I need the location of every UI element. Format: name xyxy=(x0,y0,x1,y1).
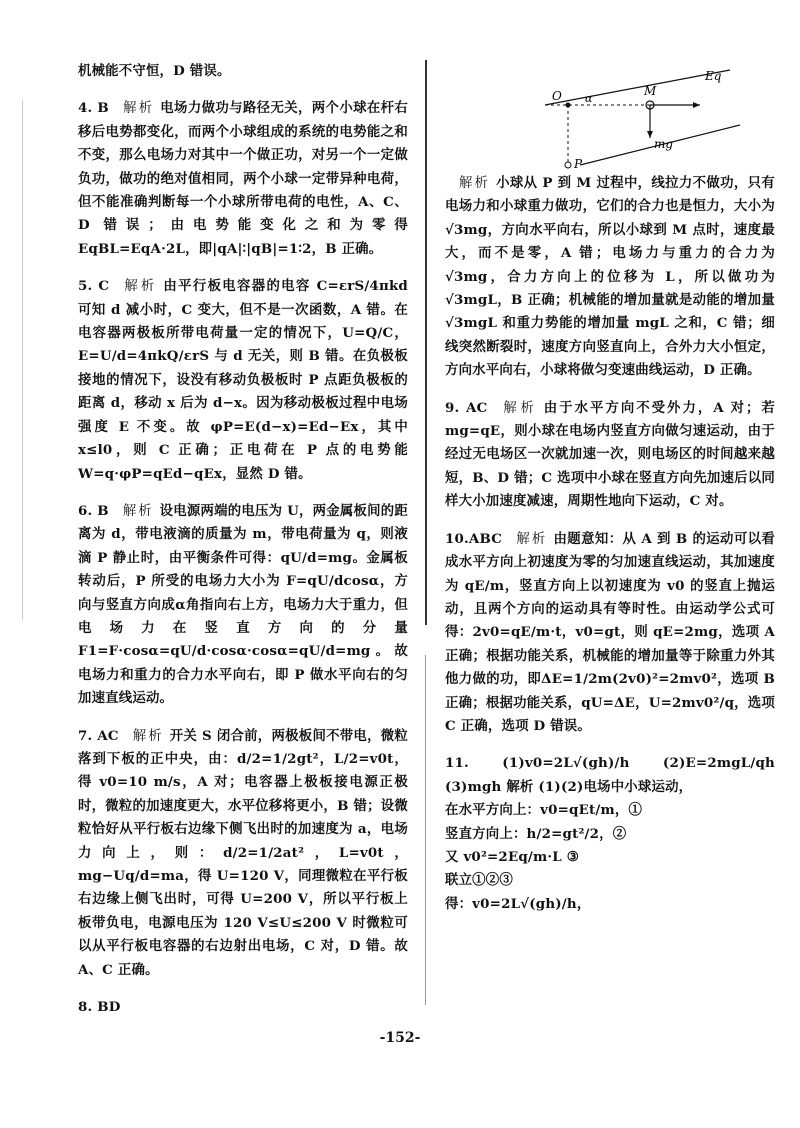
answer-number: 10.ABC xyxy=(445,530,503,547)
analysis-tag: 解析 xyxy=(123,279,158,295)
analysis-tag: 解析 xyxy=(501,400,538,416)
combine-line: 联立①②③ xyxy=(445,872,513,889)
answer-10 xyxy=(445,528,775,739)
column-divider-lower xyxy=(425,655,426,1005)
answer-text: 由题意知：从 A 到 B 的运动可以看成水平方向上初速度为零的匀加速直线运动，其加速度为 qE/m，竖直方向上以初速度为 v0 的竖直上抛运动，且两个方向的运动具有等时性。由运动学公式可得：2v0=qE/m·t，v0=gt，则 qE=2mg，选项 A 正确；根据功能关系，机械能的增加量等于除重力外其他力做的功，即ΔE=1/2m(2v0)²=2mv0²，选项 B 正确；根据功能关系，qU=ΔE，U=2mv0²/q，选项 C 正确，选项 D 错误。 xyxy=(445,530,775,734)
label-alpha: α xyxy=(585,92,593,105)
answer-number: 5. C xyxy=(78,278,110,295)
force-diagram xyxy=(540,60,740,172)
answer-number: 4. B xyxy=(78,100,109,117)
answer-number: 8. BD xyxy=(78,999,121,1016)
answer-6 xyxy=(78,500,408,711)
label-Eq: Eq xyxy=(705,69,722,83)
equation-2: 竖直方向上：h/2=gt²/2，② xyxy=(445,825,627,842)
answer-11 xyxy=(445,752,775,916)
page-number: -152- xyxy=(379,1030,421,1046)
answer-text: (1)v0=2L√(gh)/h (2)E=2mgL/qh (3)mgh 解析 (1)(2)电场中小球运动， xyxy=(445,755,775,795)
label-M: M xyxy=(644,84,657,98)
answer-number: 9. AC xyxy=(445,399,488,416)
answer-text: 小球从 P 到 M 过程中，线拉力不做功，只有电场力和小球重力做功，它们的合力也是恒力，大小为 √3mg，方向水平向右，所以小球到 M 点时，速度最大，而不是零，A 错；电场力与重力的合力为 √3mg，合力方向上的位移为 L，所以做功为 √3mgL，B 正确；机械能的增加量就是动能的增加量 √3mgL 和重力势能的增加量 mgL 之和，C 错；细线突然断裂时，速度方向竖直向上，合外力大小恒定，方向水平向右，小球将做匀变速曲线运动，D 正确。 xyxy=(445,175,775,379)
answer-5 xyxy=(78,275,408,486)
answer-8 xyxy=(78,996,408,1019)
equation-3: 又 v0²=2Eq/m·L ③ xyxy=(445,848,579,865)
answer-number: 6. B xyxy=(78,502,109,519)
analysis-tag: 解析 xyxy=(516,531,548,547)
answer-text: 由于水平方向不受外力，A 对；若 mg=qE，则小球在电场内竖直方向做匀速运动，由于经过无电场区一次就加速一次，则电场区的时间越来越短，B、D 错；C 选项中小球在竖直方向先加速后以同样大小加速度减速，周期性地向下运动，C 对。 xyxy=(445,399,775,510)
answer-number: 11. xyxy=(445,755,469,772)
answer-8-analysis xyxy=(445,172,775,383)
column-divider xyxy=(425,60,427,625)
analysis-tag: 解析 xyxy=(132,728,164,744)
answer-4 xyxy=(78,97,408,261)
answer-7 xyxy=(78,725,408,982)
answer-text: 开关 S 闭合前，两极板间不带电，微粒落到下板的正中央，由：d/2=1/2gt²，L/2=v0t，得 v0=10 m/s，A 对；电容器上极板接电源正极时，微粒的加速度更大，水平位移将更小，B 错；设微粒恰好从平行板右边缘下侧飞出时的加速度为 a，电场力向上，则：d/2=1/2at²，L=v0t，mg−Uq/d=ma，得 U=120 V，同理微粒在平行板右边缘上侧飞出时，可得 U=200 V，所以平行板上板带负电，电源电压为 120 V≤U≤200 V 时微粒可以从平行板电容器的右边射出电场，C 对，D 错。故 A、C 正确。 xyxy=(78,727,408,978)
label-mg: mg xyxy=(654,137,674,151)
left-column xyxy=(78,60,408,1033)
continuation-text: 机械能不守恒，D 错误。 xyxy=(78,63,231,79)
answer-number: 7. AC xyxy=(78,727,119,744)
analysis-tag: 解析 xyxy=(122,503,154,519)
result-line: 得：v0=2L√(gh)/h， xyxy=(445,895,591,912)
equation-1: 在水平方向上：v0=qEt/m，① xyxy=(445,802,643,819)
answer-text: 设电源两端的电压为 U，两金属板间的距离为 d，带电液滴的质量为 m，带电荷量为 q，则液滴 P 静止时，由平衡条件可得：qU/d=mg。金属板转动后，P 所受的电场力大小为 F=qU/dcosα，方向与竖直方向成α角指向右上方，电场力大于重力，但电场力在竖直方向的分量 F1=F·cosα=qU/d·cosα·cosα=qU/d=mg。故电场力和重力的合力水平向右，即 P 做水平向右的匀加速直线运动。 xyxy=(78,502,409,707)
scan-edge-line xyxy=(22,100,23,620)
analysis-tag: 解析 xyxy=(122,101,155,117)
answer-text: 由平行板电容器的电容 C=εrS/4πkd 可知 d 减小时，C 变大，但不是一次函数，A 错。在电容器两极板所带电荷量一定的情况下，U=Q/C，E=U/d=4πkQ/εrS 与 d 无关，则 B 错。在负极板接地的情况下，设没有移动负极板时 P 点距负极板的距离 d，移动 x 后为 d−x。因为移动极板过程中电场强度 E 不变。故 φP=E(d−x)=Ed−Ex，其中 x≤l0，则 C 正确；正电荷在 P 点的电势能 W=q·φP=qEd−qEx，显然 D 错。 xyxy=(78,278,408,482)
answer-text: 电场力做功与路径无关，两个小球在杆右移后电势都变化，而两个小球组成的系统的电势能之和不变，那么电场力对其中一个做正功，对另一个一定做负功，做功的绝对值相同，两个小球一定带异种电荷，但不能准确判断每一个小球所带电荷的电性，A、C、D 错误；由电势能变化之和为零得 EqBL=EqA·2L，即|qA|∶|qB|=1∶2，B 正确。 xyxy=(78,100,408,257)
right-column xyxy=(445,172,775,930)
label-O: O xyxy=(552,89,562,103)
label-P: P xyxy=(574,157,583,171)
analysis-tag: 解析 xyxy=(459,176,491,191)
answer-9 xyxy=(445,397,775,514)
